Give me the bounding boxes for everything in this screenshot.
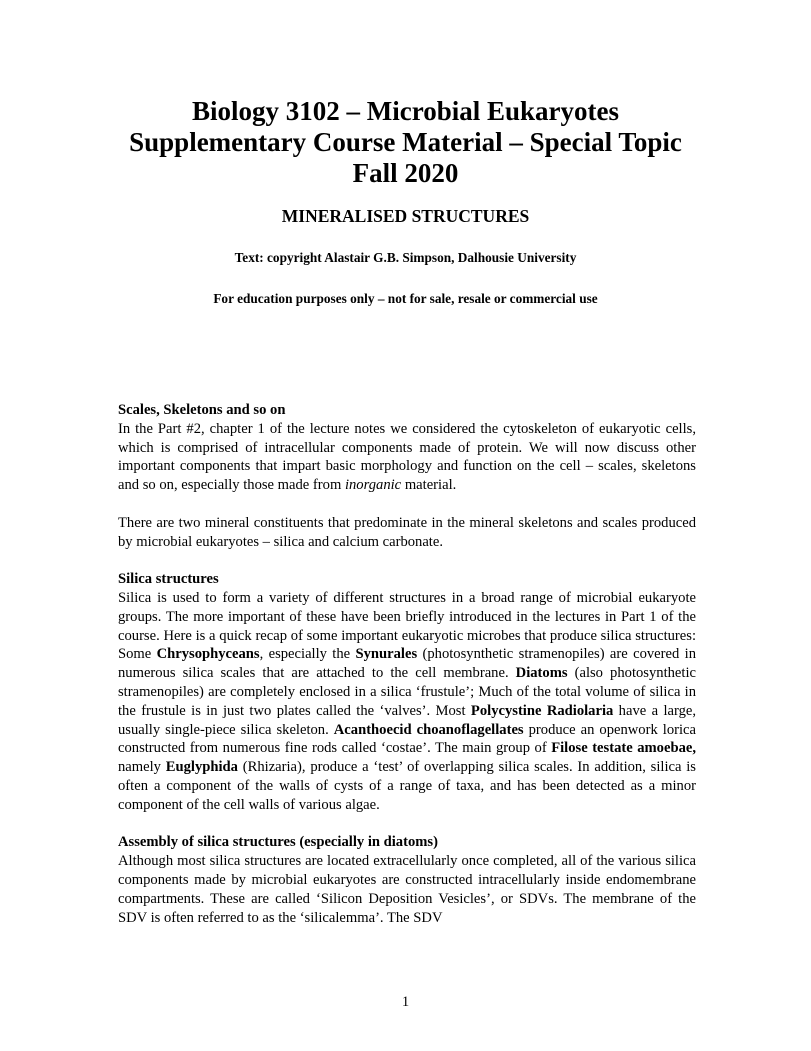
title-line-term: Fall 2020 bbox=[352, 158, 459, 188]
page-number: 1 bbox=[401, 994, 410, 1010]
section-heading-silica: Silica structures bbox=[118, 571, 219, 588]
topic-subtitle: MINERALISED STRUCTURES bbox=[281, 206, 530, 226]
section-heading-scales: Scales, Skeletons and so on bbox=[118, 402, 286, 418]
section-silica bbox=[118, 570, 696, 814]
paragraph-assembly: Although most silica structures are located extracellularly once completed, all of the various silica components made by microbial eukaryotes are constructed intracellularly inside endomembrane compartments. These are called ‘Silicon Deposition Vesicles’, or SDVs. The membrane of the SDV is often referred to as the ‘silicalemma’. The SDV bbox=[118, 853, 696, 926]
section-assembly bbox=[118, 833, 696, 927]
term-synurales: Synurales bbox=[355, 646, 418, 663]
term-diatoms: Diatoms bbox=[515, 665, 568, 682]
paragraph-silica-structures: Silica is used to form a variety of different structures in a broad range of microbial eukaryote groups. The more important of these have been briefly introduced in the lectures in Part 1 of the course. Here is a quick recap of some important eukaryotic microbes that produce silica structures: Some Chrysophyceans, especially the Synurales (photosynthetic stramenopiles) are covered in numerous silica scales that are attached to the cell membrane. Diatoms (also photosynthetic stramenopiles) are completely enclosed in a silica ‘frustule’; Much of the total volume of silica in the frustule is in just two plates called the ‘valves’. Most Polycystine Radiolaria have a large, usually single-piece silica skeleton. Acanthoecid choanoflagellates produce an openwork lorica constructed from numerous fine rods called ‘costae’. The main group of Filose testate amoebae, namely Euglyphida (Rhizaria), produce a ‘test’ of overlapping silica scales. In addition, silica is often a component of the walls of cysts of a range of taxa, and has been detected as a minor component of the cell walls of various algae. bbox=[118, 589, 697, 813]
term-euglyphida: Euglyphida bbox=[165, 759, 238, 776]
term-polycystine-radiolaria: Polycystine Radiolaria bbox=[470, 702, 614, 719]
section-scales bbox=[118, 401, 696, 495]
title-line-course: Biology 3102 – Microbial Eukaryotes bbox=[191, 96, 619, 126]
term-chrysophyceans: Chrysophyceans bbox=[156, 646, 260, 663]
term-acanthoecid-choanoflagellates: Acanthoecid choanoflagellates bbox=[333, 721, 524, 738]
title-line-material: Supplementary Course Material – Special Topic bbox=[129, 127, 682, 157]
emphasis-inorganic: inorganic bbox=[344, 477, 402, 494]
section-mineral-constituents bbox=[118, 514, 696, 552]
term-filose-testate-amoebae: Filose testate amoebae, bbox=[551, 740, 696, 757]
document-title bbox=[0, 96, 811, 189]
copyright-notice: Text: copyright Alastair G.B. Simpson, Dalhousie University bbox=[234, 250, 577, 265]
usage-disclaimer: For education purposes only – not for sale, resale or commercial use bbox=[213, 291, 598, 306]
section-heading-assembly: Assembly of silica structures (especially in diatoms) bbox=[118, 834, 438, 851]
document-body bbox=[118, 401, 696, 946]
paragraph-mineral-constituents: There are two mineral constituents that predominate in the mineral skeletons and scales produced by microbial eukaryotes – silica and calcium carbonate. bbox=[118, 514, 696, 550]
paragraph-scales-intro: In the Part #2, chapter 1 of the lecture notes we considered the cytoskeleton of eukaryotic cells, which is comprised of intracellular components made of protein. We will now discuss other important components that impart basic morphology and function on the cell – scales, skeletons and so on, especially those made from inorganic material. bbox=[118, 420, 696, 494]
